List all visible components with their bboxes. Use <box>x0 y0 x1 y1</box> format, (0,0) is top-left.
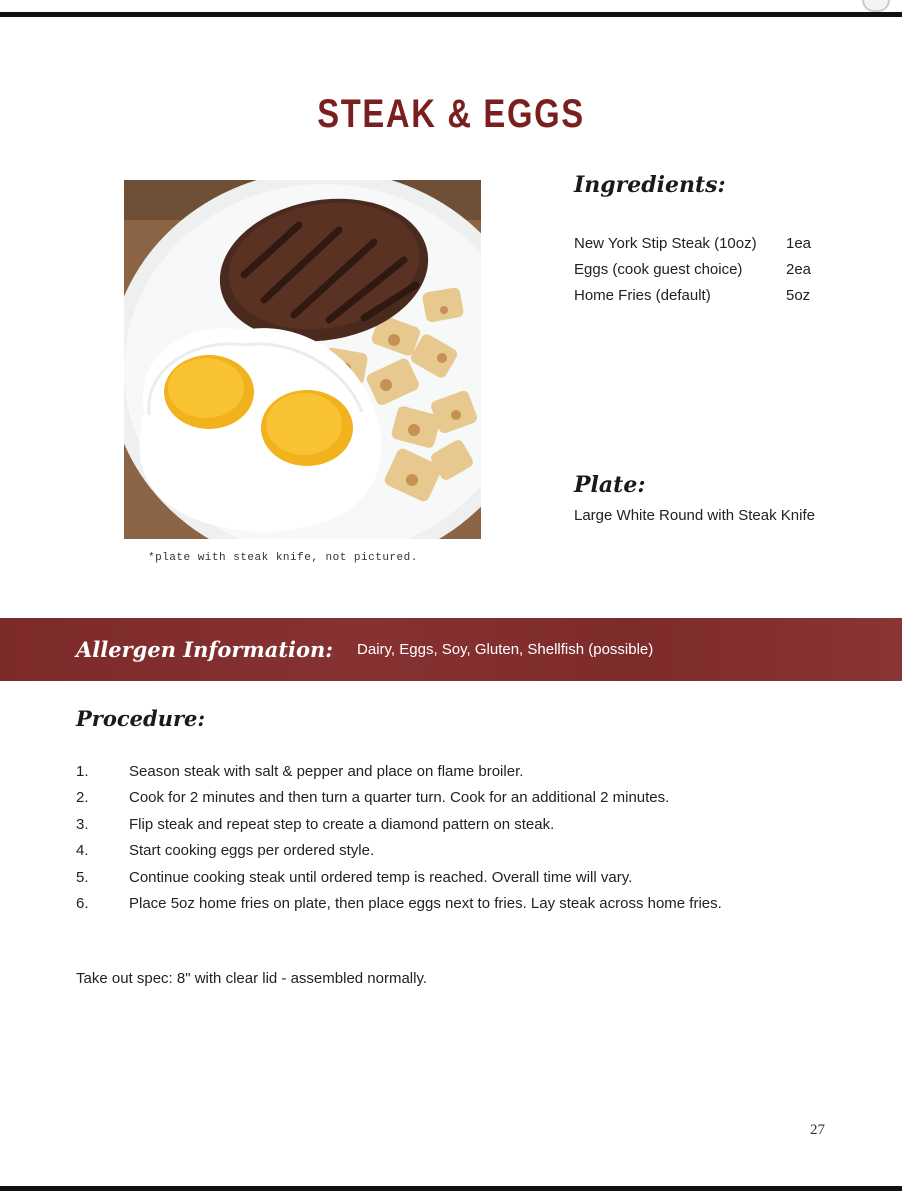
step-number: 6. <box>76 895 89 913</box>
photo-caption: *plate with steak knife, not pictured. <box>148 552 418 564</box>
procedure-step <box>76 785 722 812</box>
allergen-list: Dairy, Eggs, Soy, Gluten, Shellfish (possible) <box>357 641 654 658</box>
page-title: STEAK & EGGS <box>317 92 585 136</box>
page-number: 27 <box>810 1122 825 1138</box>
ingredient-qty: 1ea <box>786 234 812 252</box>
procedure-step <box>76 758 722 785</box>
procedure-step <box>76 864 722 891</box>
ingredient-qty: 2ea <box>786 260 812 278</box>
plate-description: Large White Round with Steak Knife <box>574 507 815 524</box>
step-number: 1. <box>76 762 89 780</box>
takeout-spec: Take out spec: 8" with clear lid - assembled normally. <box>76 970 428 987</box>
step-text: Place 5oz home fries on plate, then place eggs next to fries. Lay steak across home fries. <box>129 895 722 913</box>
ingredient-row <box>574 256 826 282</box>
ingredient-row <box>574 230 826 256</box>
procedure-heading: Procedure: <box>76 706 206 731</box>
dish-photo <box>124 180 481 539</box>
step-text: Continue cooking steak until ordered temp is reached. Overall time will vary. <box>129 868 633 886</box>
ingredient-row <box>574 282 826 308</box>
step-number: 2. <box>76 789 89 807</box>
procedure-step <box>76 891 722 918</box>
top-rule <box>0 12 902 17</box>
step-text: Cook for 2 minutes and then turn a quarter turn. Cook for an additional 2 minutes. <box>129 789 670 807</box>
step-number: 3. <box>76 815 89 833</box>
procedure-step <box>76 811 722 838</box>
corner-mark <box>862 0 890 12</box>
ingredient-name: New York Stip Steak (10oz) <box>574 234 757 252</box>
step-text: Flip steak and repeat step to create a diamond pattern on steak. <box>129 815 555 833</box>
procedure-step <box>76 838 722 865</box>
ingredient-name: Eggs (cook guest choice) <box>574 260 743 278</box>
bottom-rule <box>0 1186 902 1191</box>
ingredients-heading: Ingredients: <box>574 172 726 198</box>
step-text: Season steak with salt & pepper and place on flame broiler. <box>129 762 524 780</box>
plate-heading: Plate: <box>574 472 646 498</box>
step-number: 5. <box>76 868 89 886</box>
ingredients-table <box>574 230 826 308</box>
ingredient-qty: 5oz <box>786 286 811 304</box>
step-number: 4. <box>76 842 89 860</box>
step-text: Start cooking eggs per ordered style. <box>129 842 375 860</box>
allergen-banner <box>0 618 902 681</box>
allergen-label: Allergen Information: <box>76 637 334 662</box>
procedure-list <box>76 758 722 917</box>
steak-and-eggs-image <box>124 180 481 539</box>
ingredient-name: Home Fries (default) <box>574 286 711 304</box>
